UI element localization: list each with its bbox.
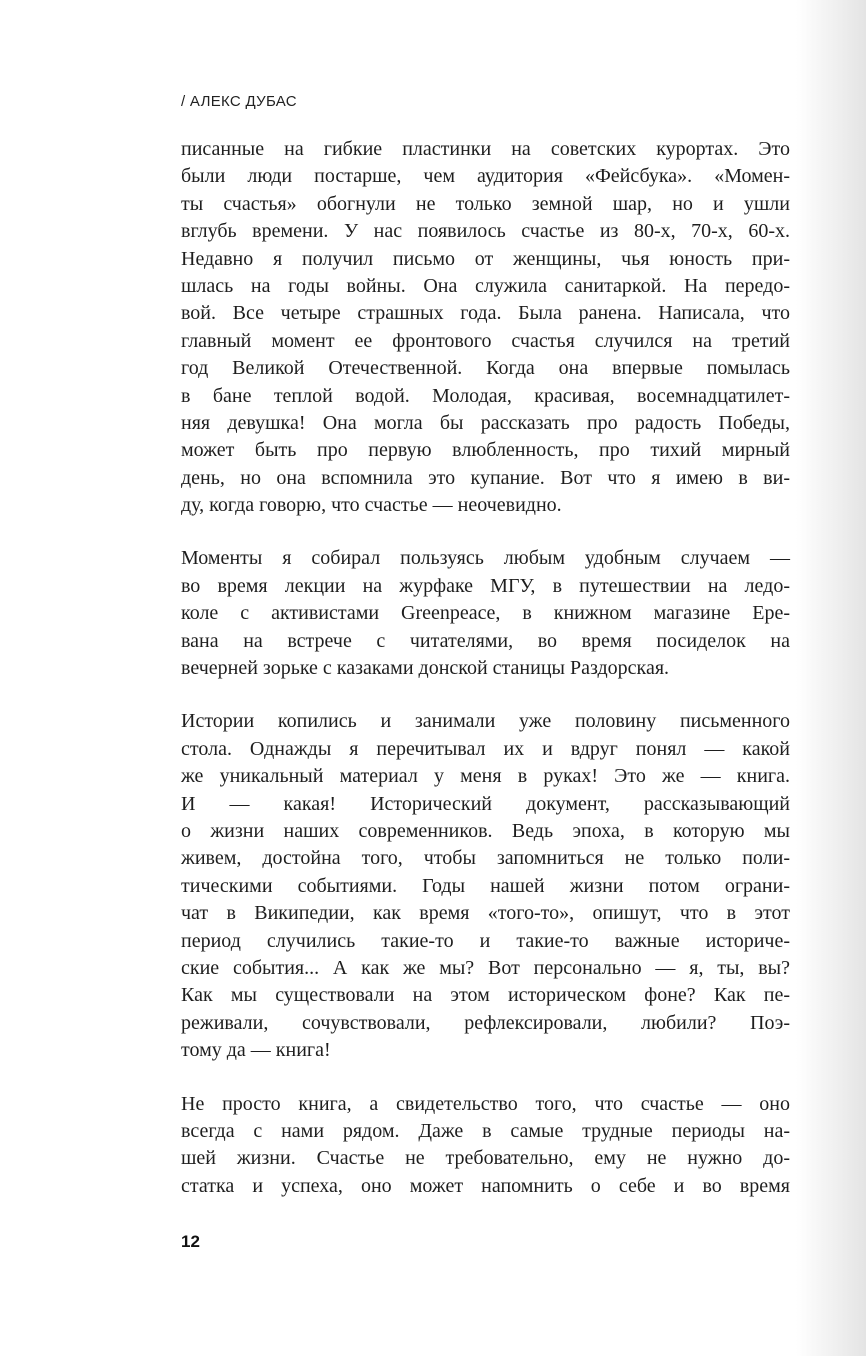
- text-line: шей жизни. Счастье не требовательно, ему не нужно до-: [181, 1147, 790, 1170]
- text-line: реживали, сочувствовали, рефлексировали, любили? Поэ-: [181, 1011, 790, 1034]
- text-line: вана на встрече с читателями, во время посиделок на: [181, 629, 790, 652]
- text-line: были люди постарше, чем аудитория «Фейсбука». «Момен-: [181, 165, 790, 188]
- text-line: же уникальный материал у меня в руках! Это же — книга.: [181, 765, 790, 788]
- text-line: Моменты я собирал пользуясь любым удобным случаем —: [181, 547, 790, 570]
- text-line: И — какая! Исторический документ, рассказывающий: [181, 792, 790, 815]
- text-line: вой. Все четыре страшных года. Была ранена. Написала, что: [181, 302, 790, 325]
- text-line: няя девушка! Она могла бы рассказать про радость Победы,: [181, 411, 790, 434]
- text-line: главный момент ее фронтового счастья случился на третий: [181, 329, 790, 352]
- paragraph: [181, 136, 790, 519]
- text-line: о жизни наших современников. Ведь эпоха, в которую мы: [181, 819, 790, 842]
- text-line: вглубь времени. У нас появилось счастье из 80-х, 70-х, 60-х.: [181, 220, 790, 243]
- text-line: может быть про первую влюбленность, про тихий мирный: [181, 439, 790, 462]
- page-number: 12: [181, 1232, 200, 1251]
- paragraph: [181, 708, 790, 1064]
- running-head: / АЛЕКС ДУБАС: [181, 93, 297, 110]
- text-line: чат в Википедии, как время «того-то», опишут, что в этот: [181, 902, 790, 925]
- text-line: тому да — книга!: [181, 1039, 331, 1062]
- text-line: всегда с нами рядом. Даже в самые трудные периоды на-: [181, 1119, 790, 1142]
- text-line: живем, достойна того, чтобы запомниться не только поли-: [181, 847, 790, 870]
- text-line: стола. Однажды я перечитывал их и вдруг понял — какой: [181, 737, 790, 760]
- paragraph: [181, 1091, 790, 1201]
- text-line: шлась на годы войны. Она служила санитаркой. На передо-: [181, 274, 790, 297]
- text-line: писанные на гибкие пластинки на советских курортах. Это: [181, 138, 790, 160]
- text-line: статка и успеха, оно может напомнить о себе и во время: [181, 1174, 790, 1197]
- text-line: коле с активистами Greenpeace, в книжном магазине Ере-: [181, 602, 790, 625]
- text-line: Истории копились и занимали уже половину письменного: [181, 710, 790, 733]
- text-line: тическими событиями. Годы нашей жизни потом ограни-: [181, 874, 790, 897]
- page-body: [181, 136, 790, 1200]
- text-line: ские события... А как же мы? Вот персонально — я, ты, вы?: [181, 956, 790, 979]
- text-line: в бане теплой водой. Молодая, красивая, восемнадцатилет-: [181, 384, 790, 407]
- text-line: год Великой Отечественной. Когда она впервые помылась: [181, 357, 790, 380]
- text-line: день, но она вспомнила это купание. Вот что я имею в ви-: [181, 466, 790, 489]
- text-line: во время лекции на журфаке МГУ, в путешествии на ледо-: [181, 574, 790, 597]
- text-line: Недавно я получил письмо от женщины, чья юность при-: [181, 247, 790, 270]
- text-line: Не просто книга, а свидетельство того, что счастье — оно: [181, 1092, 790, 1115]
- text-line: ты счастья» обогнули не только земной шар, но и ушли: [181, 192, 790, 215]
- page-edge-shadow: [796, 0, 866, 1356]
- paragraph: [181, 545, 790, 682]
- text-line: период случились такие-то и такие-то важные историче-: [181, 929, 790, 952]
- text-line: вечерней зорьке с казаками донской станицы Раздорская.: [181, 657, 670, 680]
- text-line: Как мы существовали на этом историческом фоне? Как пе-: [181, 984, 790, 1007]
- text-line: ду, когда говорю, что счастье — неочевидно.: [181, 494, 562, 517]
